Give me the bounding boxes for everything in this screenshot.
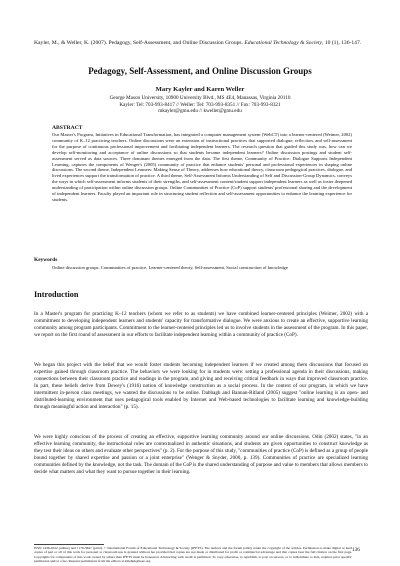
author-affiliation bbox=[0, 95, 400, 115]
affiliation-address: George Mason University, 10900 University Blvd., MS 4E4, Manassas, Virginia 20110 bbox=[109, 95, 291, 101]
introduction-heading: Introduction bbox=[34, 290, 79, 299]
footnote-divider bbox=[34, 544, 104, 545]
abstract-heading: ABSTRACT bbox=[52, 125, 83, 131]
abstract-text: Our Master's Program, Initiatives in Educational Transformation, has integrated a computer management system (WebCT) into a learner-centered (Weimer, 2002) community of K–12 practicing teachers. Online discussions were an extension of instructional practices that supported dialogue, reflection, and self-assessment for the purpose of continuous professional improvement and facilitating independent learners. The research question that guided this study was, how can we develop self-monitoring and acceptance of online discussions so that students became independent learners? Online discussion postings and student self-assessment served as data sources. Three dominant themes emerged from the data. The first theme, Community of Practice: Dialogue Supports Independent Learning, captures the components of Wenger's (2005) community of practice that enhance students' personal and professional experiences in shaping online discussions. The second theme, Independent Learners: Making Sense of Theory, addresses how educational theory, classroom pedagogical practices, dialogue, and lived experiences support the transformation of practice. A third theme, Self-Assessment Informs Understanding of Self and Discussion-Group Dynamics, conveys the ways in which self-assessment informs students of their strengths, and self-assessment content/student support independent learners as well as foster deepened understanding of participation within online discussion groups. Online Communities of Practice (CoP) support students' professional sharing and the development of independent learners. Faculty played an important role in structuring student reflection and self-assessment opportunities to enhance the learning experience for students. bbox=[52, 132, 352, 202]
affiliation-emails: mkayler@gmu.edu // kweller@gmu.edu bbox=[158, 108, 242, 115]
paper-authors: Mary Kayler and Karen Weller bbox=[155, 86, 245, 93]
citation-journal: Educational Technology & Society bbox=[244, 40, 323, 46]
citation-suffix: , 10 (1), 136-147. bbox=[322, 40, 362, 46]
keywords-heading: Keywords bbox=[34, 257, 58, 263]
intro-paragraph-2: We began this project with the belief that we would foster students becoming independent learners if we created among them discussions that focused on expertise gained through classroom practice. The behaviors we were looking for in students were: setting a professional agenda in their discussions, making connections between their classroom practice and readings in the program, and giving and receiving critical feedback in ways that improved classroom practice. In part, these beliefs derive from Dewey's (1916) notion of knowledge construction as a social process. In the context of our program, in which we have intermittent in-person class meetings, we wanted the discussions to be online. Dabbagh and Bannan-Ritland (2005) suggest "online learning is an open- and distributed-learning environment that uses pedagogical tools enabled by Internet and Web-based technologies to facilitate learning and knowledge-building through meaningful action and interaction" (p. 15). bbox=[34, 362, 368, 411]
intro-paragraph-1: In a Master's program for practicing K–12 teachers (whom we refer to as students) we have combined learner-centered principles (Weimer, 2002) with a commitment to developing independent learners and students' capacity for transformative dialogue. We were anxious to create an effective, supportive learning community among program participants. Commitment to the learner-centered principles led us to involve students in the assessment of the program. In this paper, we report on the first round of assessment in our efforts to facilitate independent learning within a community of practice (CoP). bbox=[34, 311, 368, 339]
keywords-text: Online discussion groups, Communities of practice, Learner-centered theory, Self-assessment, Social construction of knowledge bbox=[52, 265, 288, 270]
paper-title: Pedagogy, Self-Assessment, and Online Discussion Groups bbox=[88, 66, 312, 76]
citation-header bbox=[34, 40, 370, 47]
intro-paragraph-3: We were highly conscious of the process of creating an effective, supportive learning community around our online discussions. Odin (2002) states, "in an effective learning community, the instructional roles are contextualized in authentic situations, and students are given opportunities to construct knowledge as they test their ideas on others and evaluate other perspectives" (p. 2). For the purpose of this study, "communities of practice (CoP) is defined as a group of people bound together by shared expertise and passion or a joint enterprise" (Wenger & Snyder, 2000, p. 139). Communities of practice are specialized learning communities defined by the knowledge, not the task. The domain of the CoP is the shared understanding of purpose and value to members that allows members to decide what matters and what they want to pursue together in their learning. bbox=[34, 434, 368, 476]
citation-prefix: Kayler, M., & Weller, K. (2007). Pedagogy, Self-Assessment, and Online Discussion Groups. bbox=[34, 40, 245, 46]
affiliation-phones: Kayler: Tel: 703-993-8417 // Weller: Tel: 703-993-8351 // Fax: 703-993-8321 bbox=[119, 101, 281, 108]
page-number: 136 bbox=[352, 547, 360, 553]
copyright-footer: ISSN 1436-4522 (online) and 1176-3647 (print). © International Forum of Educational Technology & Society (IFETS). The authors and the forum jointly retain the copyright of the articles. Permission to make digital or hard copies of part or all of this work for personal or classroom use is granted without fee provided that copies are not made or distributed for profit or commercial advantage and that copies bear the full citation on the first page. Copyrights for components of this work owned by others than IFETS must be honoured. Abstracting with credit is permitted. To copy otherwise, to republish, to post on servers, or to redistribute to lists, requires prior specific permission and/or a fee. Request permissions from the editors at kinshuk@ieee.org. bbox=[34, 546, 352, 563]
